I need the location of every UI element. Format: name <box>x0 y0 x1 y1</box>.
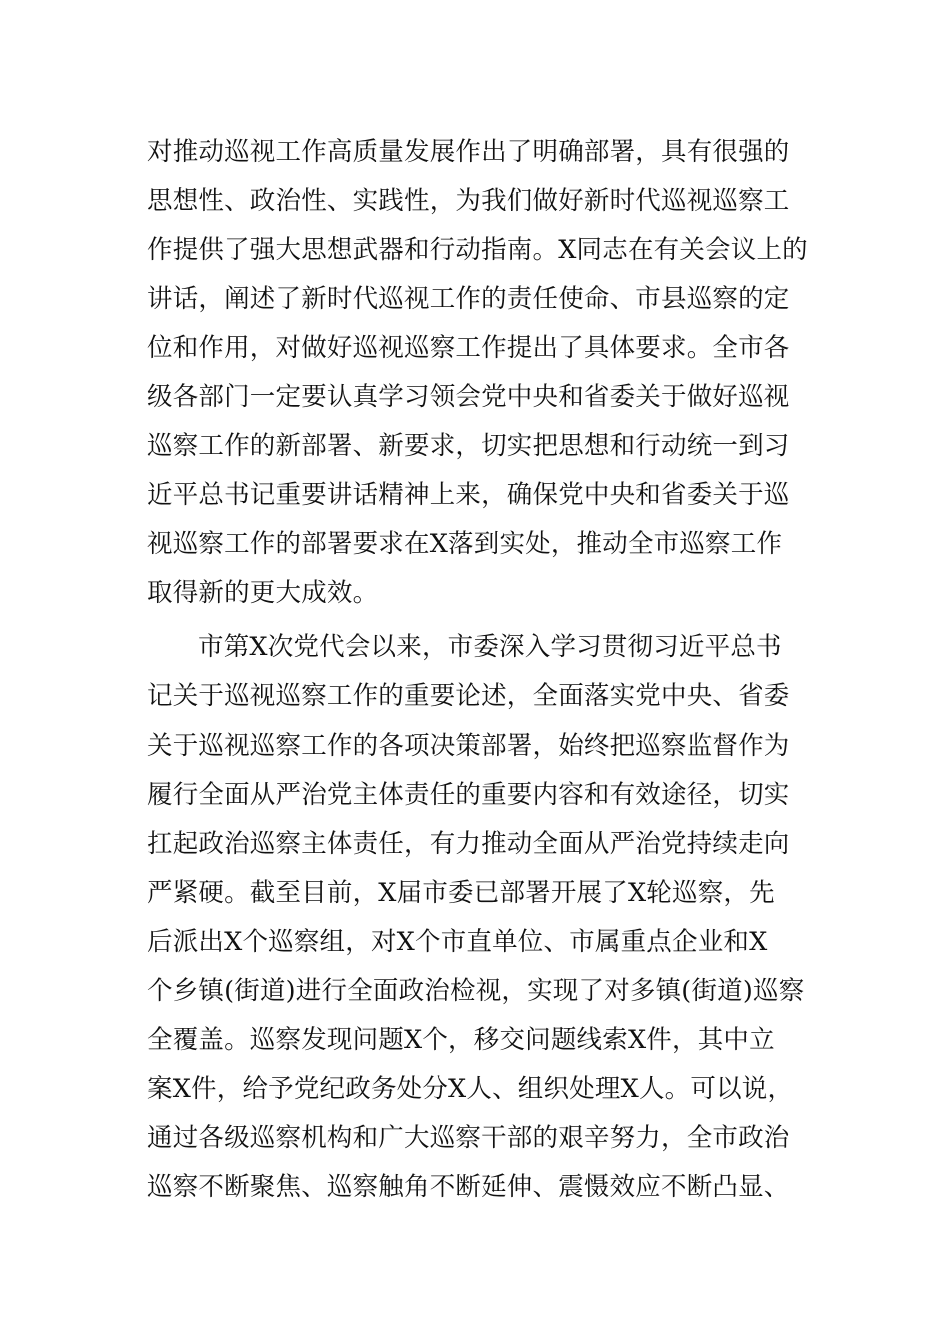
text-line: 个乡镇(街道)进行全面政治检视，实现了对多镇(街道)巡察 <box>147 976 805 1006</box>
text-line: 取得新的更大成效。 <box>147 578 379 608</box>
text-line: 全覆盖。巡察发现问题X个，移交问题线索X件，其中立 <box>147 1025 775 1055</box>
text-line: 作提供了强大思想武器和行动指南。X同志在有关会议上的 <box>147 235 808 265</box>
text-line: 关于巡视巡察工作的各项决策部署，始终把巡察监督作为 <box>147 731 790 761</box>
text-line: 扛起政治巡察主体责任，有力推动全面从严治党持续走向 <box>147 829 790 859</box>
text-line: 记关于巡视巡察工作的重要论述，全面落实党中央、省委 <box>147 681 790 711</box>
text-line: 对推动巡视工作高质量发展作出了明确部署，具有很强的 <box>147 137 790 167</box>
text-line: 通过各级巡察机构和广大巡察干部的艰辛努力，全市政治 <box>147 1123 790 1153</box>
text-line: 巡察工作的新部署、新要求，切实把思想和行动统一到习 <box>147 431 790 461</box>
text-line: 思想性、政治性、实践性，为我们做好新时代巡视巡察工 <box>147 186 790 216</box>
text-line: 严紧硬。截至目前，X届市委已部署开展了X轮巡察，先 <box>147 878 775 908</box>
text-line: 级各部门一定要认真学习领会党中央和省委关于做好巡视 <box>147 382 790 412</box>
text-line: 履行全面从严治党主体责任的重要内容和有效途径，切实 <box>147 780 790 810</box>
text-line: 讲话，阐述了新时代巡视工作的责任使命、市县巡察的定 <box>147 284 790 314</box>
text-line: 视巡察工作的部署要求在X落到实处，推动全市巡察工作 <box>147 529 783 559</box>
text-line: 位和作用，对做好巡视巡察工作提出了具体要求。全市各 <box>147 333 790 363</box>
text-line: 近平总书记重要讲话精神上来，确保党中央和省委关于巡 <box>147 480 790 510</box>
text-line: 市第X次党代会以来，市委深入学习贯彻习近平总书 <box>198 632 782 662</box>
text-line: 案X件，给予党纪政务处分X人、组织处理X人。可以说， <box>147 1074 794 1104</box>
text-line: 后派出X个巡察组，对X个市直单位、市属重点企业和X <box>147 927 768 957</box>
text-line: 巡察不断聚焦、巡察触角不断延伸、震慑效应不断凸显、 <box>147 1172 790 1202</box>
